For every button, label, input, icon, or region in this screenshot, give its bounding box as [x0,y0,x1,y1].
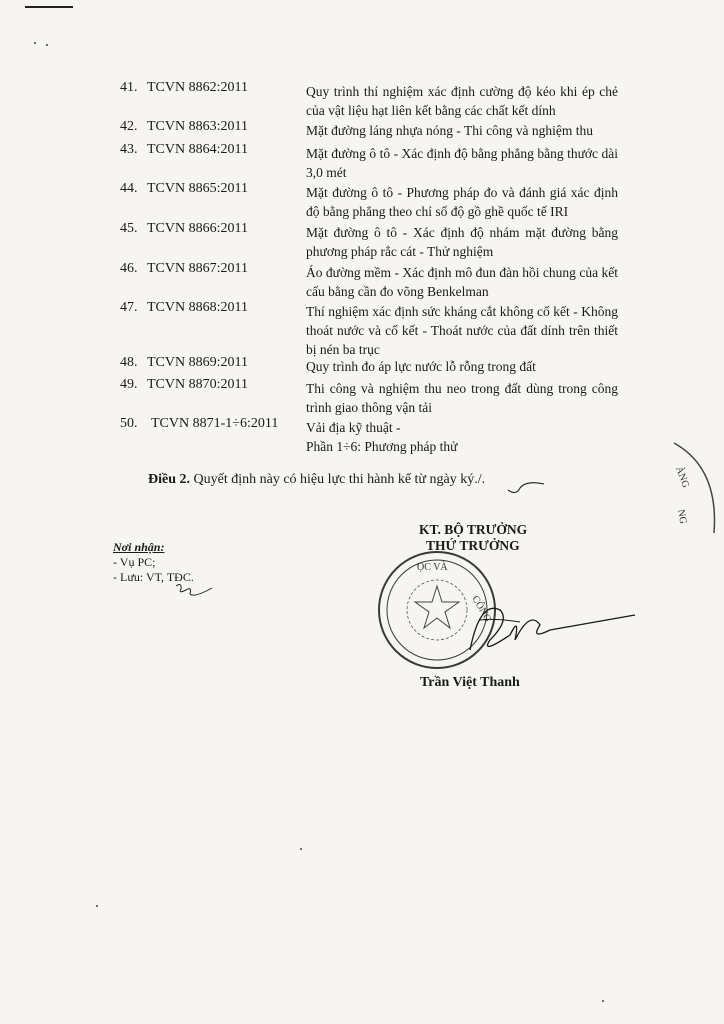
item-number: 41. [120,80,138,95]
item-number: 46. [120,261,138,276]
item-number: 49. [120,377,138,392]
article-text: Quyết định này có hiệu lực thi hành kể từ ngày ký./. [193,472,486,487]
scan-speck [34,42,36,44]
handwritten-signature-icon [420,580,650,670]
top-rule [25,6,73,8]
standard-code: TCVN 8862:2011 [147,80,248,95]
standard-code: TCVN 8865:2011 [147,181,248,196]
svg-text:CÔNG: CÔNG [469,594,494,625]
standard-title-line: Vải địa kỹ thuật - [306,420,401,435]
standard-code: TCVN 8870:2011 [147,377,248,392]
article-label: Điều 2. [148,472,190,487]
handwritten-tick-icon [506,476,546,498]
signer-name: Trần Việt Thanh [420,675,520,690]
item-number: 44. [120,181,138,196]
initials-signature-icon [172,580,217,602]
scan-speck [300,848,302,850]
item-number: 45. [120,221,138,236]
standard-title: Áo đường mềm - Xác định mô đun đàn hồi chung của kết cấu bằng cần đo võng Benkelman [306,265,618,299]
partial-stamp-icon [664,438,724,538]
recipient-line: - Vụ PC; [113,555,156,569]
item-number: 42. [120,119,138,134]
signer-subtitle: THỨ TRƯỞNG [426,538,520,553]
standard-code: TCVN 8864:2011 [147,142,248,157]
recipients-heading: Nơi nhận: [113,540,165,554]
scan-speck [46,44,48,46]
standard-code: TCVN 8867:2011 [147,261,248,276]
standard-title: Mặt đường ô tô - Xác định độ nhám mặt đường bằng phương pháp rắc cát - Thử nghiệm [306,225,618,259]
svg-text:ÀNG: ÀNG [673,465,691,490]
item-number: 47. [120,300,138,315]
standard-code: TCVN 8863:2011 [147,119,248,134]
signer-title: KT. BỘ TRƯỞNG [419,522,528,537]
recipient-line: - Lưu: VT, TĐC. [113,570,194,584]
standard-title: Thí nghiệm xác định sức kháng cắt không cố kết - Không thoát nước và cố kết - Thoát nước của đất dính trên thiết bị nén ba trục [306,304,618,357]
standard-code: TCVN 8866:2011 [147,221,248,236]
standard-code: TCVN 8869:2011 [147,355,248,370]
standard-code: TCVN 8871-1÷6:2011 [151,416,279,431]
standard-title: Mặt đường ô tô - Phương pháp đo và đánh giá xác định độ bằng phẳng theo chỉ số độ gồ ghề quốc tế IRI [306,185,618,219]
standard-title-line: Phần 1÷6: Phương pháp thử [306,439,458,454]
standard-title: Mặt đường láng nhựa nóng - Thi công và nghiệm thu [306,123,593,138]
scan-speck [602,1000,604,1002]
standard-title [306,418,618,456]
standard-code: TCVN 8868:2011 [147,300,248,315]
standard-title: Mặt đường ô tô - Xác định độ bằng phẳng bằng thước dài 3,0 mét [306,146,618,180]
article-2 [148,472,485,488]
item-number: 48. [120,355,138,370]
item-number: 50. [120,416,138,431]
svg-text:NG: NG [675,508,689,525]
standard-title: Thi công và nghiệm thu neo trong đất dùng trong công trình giao thông vận tải [306,381,618,415]
standard-title: Quy trình đo áp lực nước lỗ rỗng trong đất [306,359,536,374]
standard-title: Quy trình thí nghiệm xác định cường độ kéo khi ép chẻ của vật liệu hạt liên kết bằng các chất kết dính [306,84,618,118]
scan-speck [96,905,98,907]
recipients-block [113,540,194,585]
item-number: 43. [120,142,138,157]
svg-text:ỌC VÀ: ỌC VÀ [417,562,448,573]
